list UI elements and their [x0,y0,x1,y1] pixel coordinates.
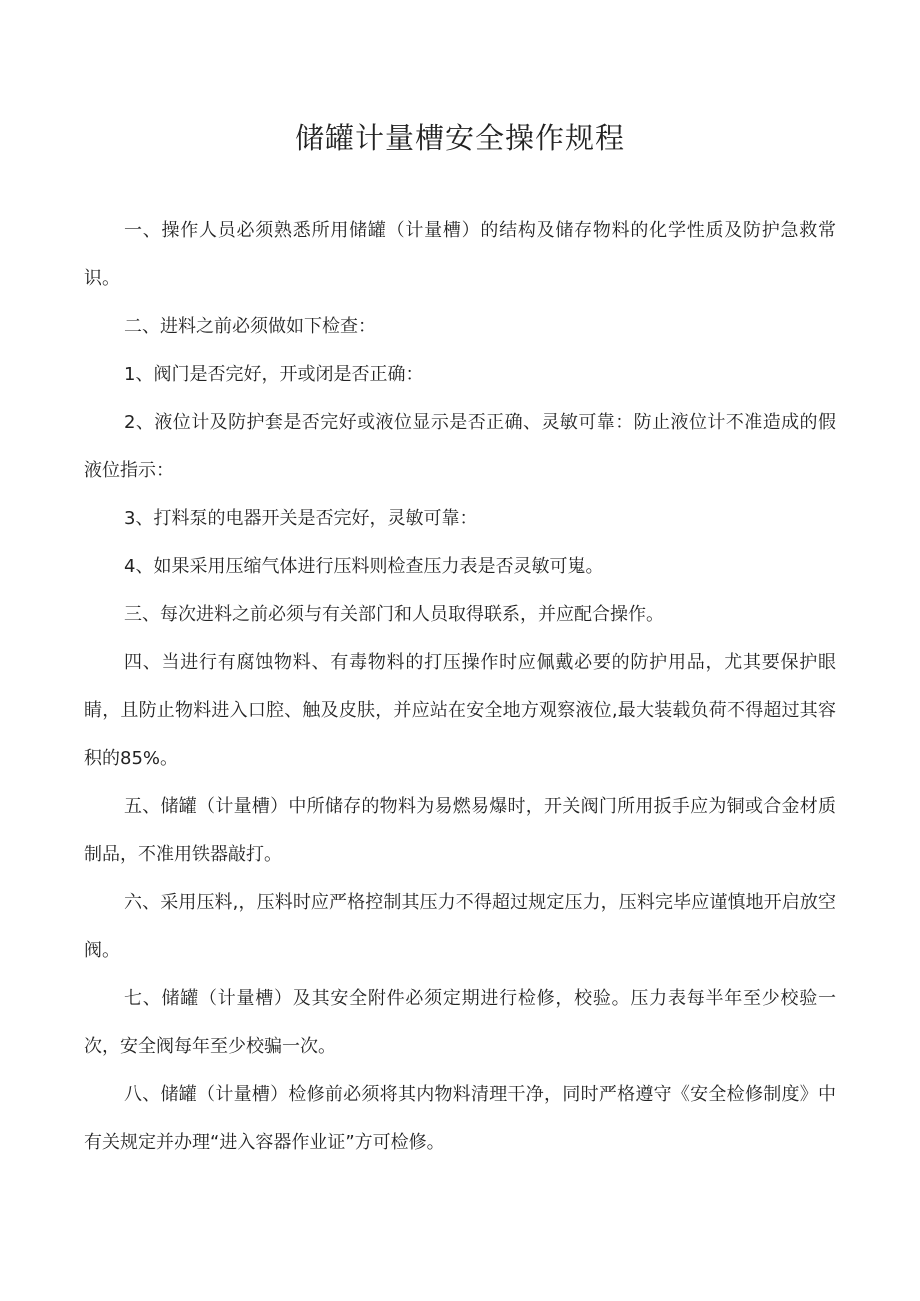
paragraph-2: 二、进料之前必须做如下检查： [124,316,376,337]
paragraph-7: 三、每次进料之前必须与有关部门和人员取得联系，并应配合操作。 [124,604,664,625]
document-title: 储罐计量槽安全操作规程 [294,121,625,155]
paragraph-10: 六、采用压料,，压料时应严格控制其压力不得超过规定压力，压料完毕应谨慎地开启放空阀。 [84,892,836,961]
document-body [84,207,836,1167]
paragraph-6: 4、如果采用压缩气体进行压料则检查压力表是否灵敏可嵬。 [124,556,604,577]
paragraph-11: 七、储罐（计量槽）及其安全附件必须定期进行检修，校验。压力表每半年至少校验一次，安全阀每年至少校骗一次。 [84,988,836,1057]
paragraph-5: 3、打料泵的电器开关是否完好，灵敏可靠： [124,508,478,529]
paragraph-1: 一、操作人员必须熟悉所用储罐（计量槽）的结构及储存物料的化学性质及防护急救常识。 [84,220,836,289]
paragraph-9: 五、储罐（计量槽）中所储存的物料为易燃易爆时，开关阀门所用扳手应为铜或合金材质制品，不准用铁器敲打。 [84,796,836,865]
paragraph-4: 2、液位计及防护套是否完好或液位显示是否正确、灵敏可靠：防止液位计不准造成的假液位指示： [84,412,836,481]
paragraph-12: 八、储罐（计量槽）检修前必须将其内物料清理干净，同时严格遵守《安全检修制度》中有关规定并办理“进入容器作业证”方可检修。 [84,1084,836,1153]
paragraph-3: 1、阀门是否完好，开或闭是否正确： [124,364,424,385]
paragraph-8: 四、当进行有腐蚀物料、有毒物料的打压操作时应佩戴必要的防护用品，尤其要保护眼睛，且防止物料进入口腔、触及皮肤，并应站在安全地方观察液位,最大装载负荷不得超过其容积的85%。 [84,652,836,769]
